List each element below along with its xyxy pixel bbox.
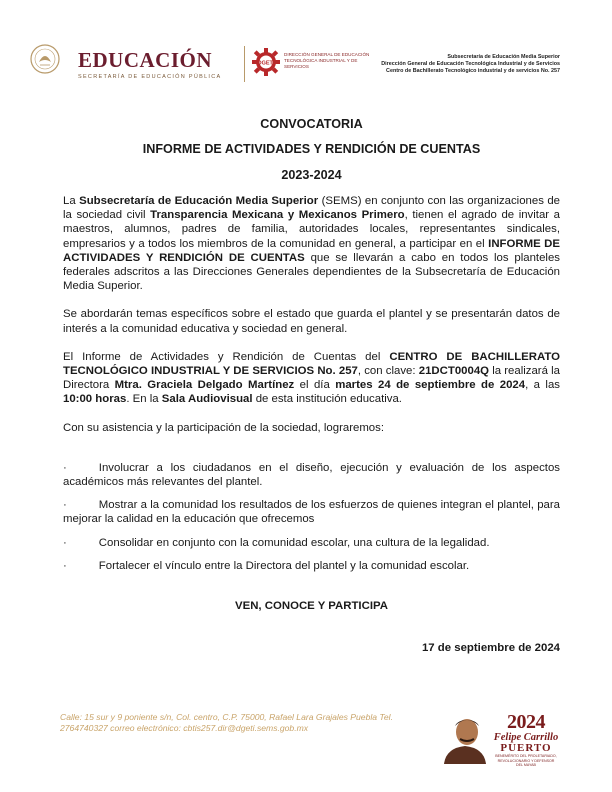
school-key: 21DCT0004Q xyxy=(418,365,490,378)
list-item xyxy=(63,461,560,489)
goals-list xyxy=(63,461,560,573)
dgeti-line-1: DIRECCIÓN GENERAL DE EDUCACIÓN xyxy=(284,52,370,57)
p3-text-g: el día xyxy=(294,379,336,392)
footer-address xyxy=(60,712,470,734)
list-item xyxy=(63,559,560,573)
p3-text-k: . En la xyxy=(126,393,162,406)
p3-text-a: El Informe de Actividades y Rendición de Cuentas del xyxy=(63,350,390,363)
director-name: Mtra. Graciela Delgado Martínez xyxy=(114,379,295,392)
document-date: 17 de septiembre de 2024 xyxy=(421,642,560,655)
header-right-line-2: Dirección General de Educación Tecnológica Industrial y de Servicios xyxy=(381,61,560,67)
p3-text-e: la realizará la Directora xyxy=(63,365,560,392)
p1-text-g: que se llevarán a cabo en todos los planteles federales adscritos a las Direcciones Generales dependientes de la Subsecretaría de Educación Media Superior. xyxy=(63,251,560,293)
title-informe: INFORME DE ACTIVIDADES Y RENDICIÓN DE CUENTAS xyxy=(142,142,481,156)
dgeti-gear-icon xyxy=(252,48,280,76)
footer-line-1: Calle: 15 sur y 9 poniente s/n, Col. centro, C.P. 75000, Rafael Lara Grajales Puebla Tel. xyxy=(60,712,393,722)
p3-text-c: , con clave: xyxy=(357,365,419,378)
title-convocatoria: CONVOCATORIA xyxy=(260,117,363,131)
footer-line-2: 2764740327 correo electrónico: cbtis257.dir@dgeti.sems.gob.mx xyxy=(60,723,309,733)
dgeti-name xyxy=(284,52,374,70)
bullet-text: Mostrar a la comunidad los resultados de los esfuerzos de quienes integran el plantel, para mejorar la calidad en la educación que ofrecemos xyxy=(63,499,560,526)
p1-text-c: (SEMS) en conjunto con las organizaciones de la sociedad civil xyxy=(63,195,560,222)
brand-wordmark: EDUCACIÓN xyxy=(78,48,213,72)
paragraph-invitation xyxy=(63,194,560,293)
paragraph-details xyxy=(63,350,560,407)
bullet-mark: · xyxy=(63,499,67,512)
paragraph-topics: Se abordarán temas específicos sobre el estado que guarda el plantel y se presentarán datos de interés a la comunidad educativa y sociedad en general. xyxy=(63,308,560,335)
call-to-action: VEN, CONOCE Y PARTICIPA xyxy=(235,600,388,613)
p1-sems: Subsecretaría de Educación Media Superior xyxy=(79,195,319,207)
event-venue: Sala Audiovisual xyxy=(161,393,253,406)
year-logo-place: PUERTO xyxy=(500,742,552,754)
header-institution-text xyxy=(381,54,560,75)
p1-text-a: La xyxy=(63,195,80,207)
header-right-line-3: Centro de Bachillerato Tecnológico industrial y de servicios No. 257 xyxy=(386,68,560,74)
bullet-text: Involucrar a los ciudadanos en el diseño, ejecución y evaluación de los aspectos académicos más relevantes del plantel. xyxy=(63,461,560,489)
bullet-mark: · xyxy=(63,461,67,474)
page-header xyxy=(0,38,612,90)
p1-organizations: Transparencia Mexicana y Mexicanos Primero xyxy=(150,209,405,222)
event-date: martes 24 de septiembre de 2024 xyxy=(335,379,526,392)
list-item xyxy=(63,498,560,526)
bullet-mark: · xyxy=(63,536,67,549)
year-logo-small-3: DEL MAYAB xyxy=(516,763,536,767)
event-time: 10:00 horas xyxy=(63,393,127,406)
year-logo-small-2: REVOLUCIONARIO Y DEFENSOR xyxy=(497,758,555,763)
p3-text-m: de esta institución educativa. xyxy=(252,393,402,406)
p1-text-e: , tienen el agrado de invitar a maestros, alumnos, padres de familia, autoridades locales, representantes sindicales, empresarios y a todos los miembros de la comunidad en general, a participar en el xyxy=(63,209,560,250)
header-divider xyxy=(244,46,245,82)
title-period: 2023-2024 xyxy=(281,168,342,182)
header-right-line-1: Subsecretaría de Educación Media Superior xyxy=(447,54,560,60)
bullet-text: Fortalecer el vínculo entre la Directora del plantel y la comunidad escolar. xyxy=(98,559,470,572)
brand-subtitle: SECRETARÍA DE EDUCACIÓN PÚBLICA xyxy=(78,74,222,80)
p1-event-name: INFORME DE ACTIVIDADES Y RENDICIÓN DE CUENTAS xyxy=(63,237,560,264)
year-logo-year: 2024 xyxy=(507,711,545,733)
education-logo xyxy=(42,46,242,86)
bullet-mark: · xyxy=(63,559,67,572)
felipe-carrillo-portrait-icon xyxy=(440,712,490,764)
year-logo-name: Felipe Carrillo xyxy=(493,732,559,743)
school-name: CENTRO DE BACHILLERATO TECNOLÓGICO INDUSTRIAL Y DE SERVICIOS No. 257 xyxy=(63,350,561,378)
list-item xyxy=(63,536,560,550)
gear-text: DGETI xyxy=(257,60,275,67)
paragraph-goals-intro: Con su asistencia y la participación de la sociedad, lograremos: xyxy=(63,421,385,434)
year-logo-small-1: BENEMÉRITO DEL PROLETARIADO, xyxy=(495,754,557,758)
p3-text-i: , a las xyxy=(525,379,560,392)
dgeti-line-2: TECNOLÓGICA INDUSTRIAL Y DE SERVICIOS xyxy=(284,58,358,69)
bullet-text: Consolidar en conjunto con la comunidad escolar, una cultura de la legalidad. xyxy=(98,536,490,549)
document-body xyxy=(63,108,560,655)
year-logo xyxy=(490,712,562,768)
